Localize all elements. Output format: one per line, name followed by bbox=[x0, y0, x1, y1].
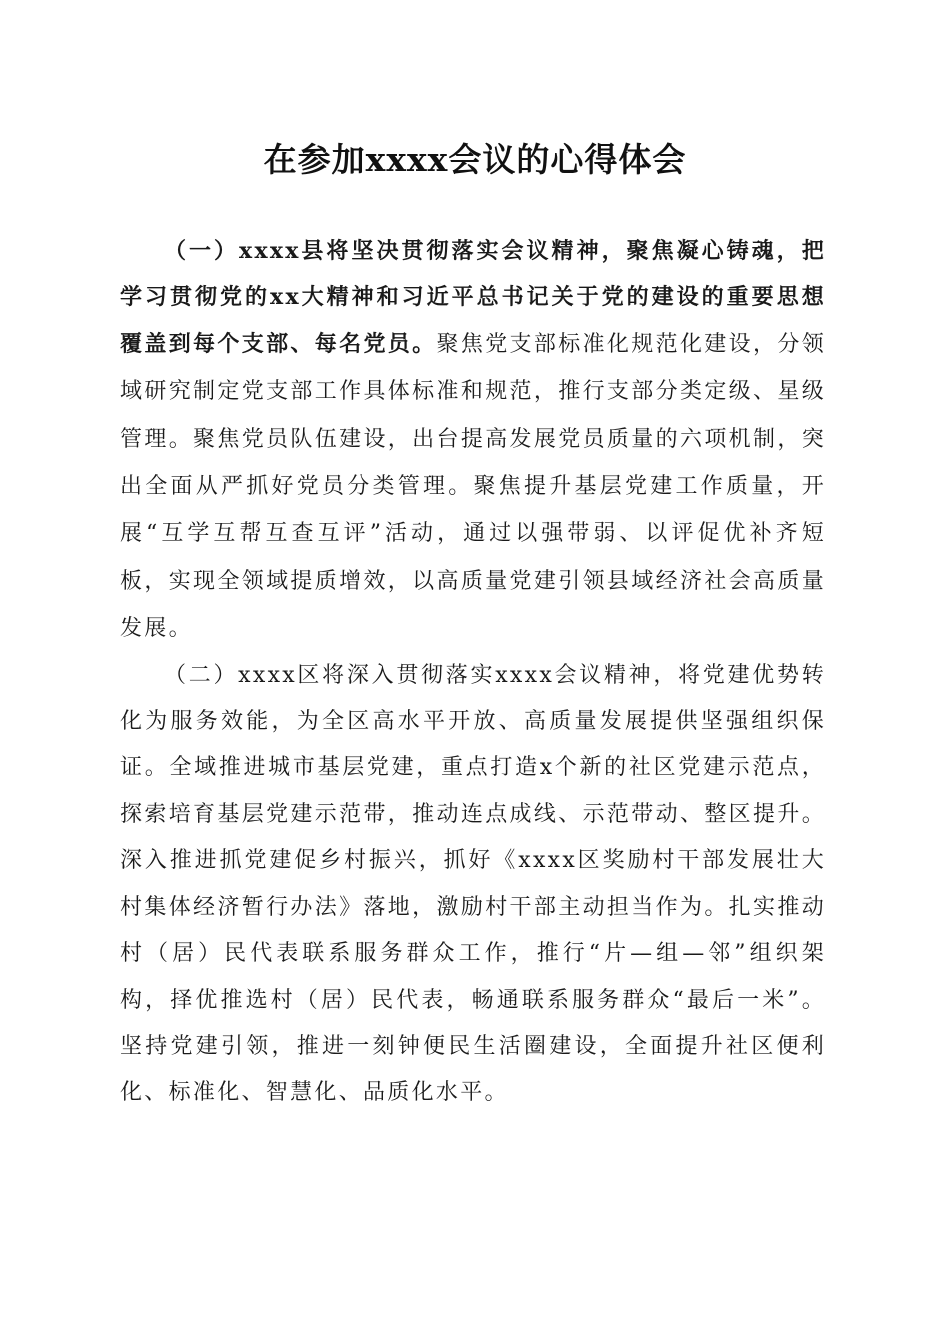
paragraph-1 bbox=[120, 228, 826, 653]
paragraph-2-text: （二）xxxx区将深入贯彻落实xxxx会议精神，将党建优势转化为服务效能，为全区高水平开放、高质量发展提供坚强组织保证。全域推进城市基层党建，重点打造x个新的社区党建示范点，探索培育基层党建示范带，推动连点成线、示范带动、整区提升。深入推进抓党建促乡村振兴，抓好《xxxx区奖励村干部发展壮大村集体经济暂行办法》落地，激励村干部主动担当作为。扎实推动村（居）民代表联系服务群众工作，推行“片—组—邻”组织架构，择优推选村（居）民代表，畅通联系服务群众“最后一米”。坚持党建引领，推进一刻钟便民生活圈建设，全面提升社区便利化、标准化、智慧化、品质化水平。 bbox=[120, 662, 826, 1106]
paragraph-1-text: 聚焦党支部标准化规范化建设，分领域研究制定党支部工作具体标准和规范，推行支部分类定级、星级管理。聚焦党员队伍建设，出台提高发展党员质量的六项机制，突出全面从严抓好党员分类管理。聚焦提升基层党建工作质量，开展“互学互帮互查互评”活动，通过以强带弱、以评促优补齐短板，实现全领域提质增效，以高质量党建引领县域经济社会高质量发展。 bbox=[120, 331, 826, 642]
paragraph-1-lead: （一）xxxx县将坚决贯彻落实会议精神，聚焦凝心铸魂，把学习贯彻党的xx大精神和习近平总书记关于党的建设的重要思想覆盖到每个支部、每名党员。 bbox=[120, 238, 826, 357]
document-body bbox=[120, 228, 826, 1117]
paragraph-2 bbox=[120, 653, 826, 1117]
document-title: 在参加xxxx会议的心得体会 bbox=[263, 140, 687, 179]
